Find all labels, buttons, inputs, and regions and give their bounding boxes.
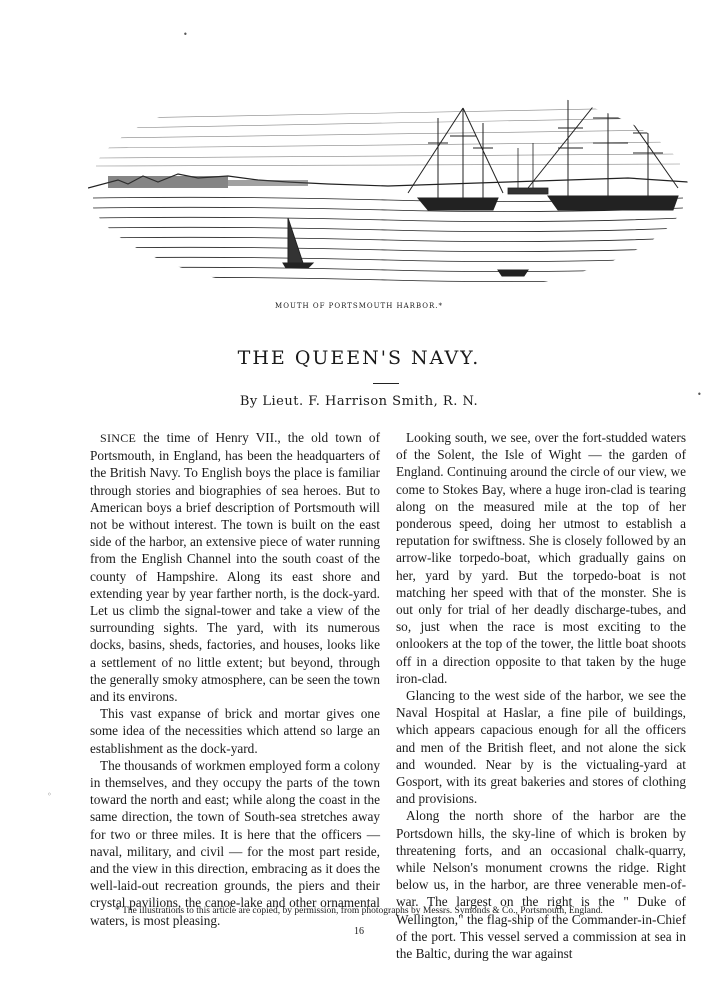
paragraph: This vast expanse of brick and mortar gives one some idea of the necessities which attend so large an establishment as the dock-yard. [90,706,380,756]
sailboat [283,218,313,268]
right-column [396,429,686,962]
harbor-illustration [88,48,688,298]
printer-mark: ◦ [47,790,52,799]
title-rule [373,383,399,384]
paragraph [90,429,380,705]
printer-mark: • [697,390,702,399]
paragraph-text: the time of Henry VII., the old town of Portsmouth, in England, has been the headquarters of the British Navy. To English boys the place is familiar through stories and biographies of sea heroes. But to American boys a brief description of Portsmouth will not be without interest. The town is built on the east side of the harbor, an extensive piece of water running from the English Channel into the south coast of the county of Hampshire. Along its east shore and extending year by year farther north, is the dock-yard. Let us climb the signal-tower and take a view of the surrounding sights. The yard, with its numerous docks, basins, sheds, factories, and houses, looks like a settlement of no little extent; but beyond, through the generally smoky atmosphere, can be seen the town and its environs. [90,430,380,705]
article-title: THE QUEEN'S NAVY. [237,347,481,369]
paragraph: The thousands of workmen employed form a colony in themselves, and they occupy the parts of the town toward the north and east; while along the coast in the same direction, the town of South-sea stretches away for two or three miles. It is here that the officers — naval, military, and civil — for the most part reside, and the view in this direction, embracing as it does the well-laid-out recreation grounds, the piers and their crystal pavilions, the canoe-lake and other ornamental waters, is most pleasing. [90,757,380,928]
sky-hatching [96,108,680,166]
footnote: * The illustrations to this article are copied, by permission, from photographs by Messrs. Symonds & Co., Portsmouth, England. [115,906,603,916]
ship-duke-of-wellington [528,88,678,210]
printer-mark: • [183,30,188,39]
page-number: 16 [354,926,364,937]
left-column [90,429,380,929]
paragraph: Along the north shore of the harbor are the Portsdown hills, the sky-line of which is broken by threatening forts, and an occasional chalk-quarry, while Nelson's monument crowns the ridge. Right below us, in the harbor, are three venerable men-of-war. The largest on the right is the " Duke of Wellington," the flag-ship of the Commander-in-Chief of the port. This vessel served a commission at sea in the Baltic, during the war against [396,808,686,962]
byline [0,394,718,409]
byline-name: Lieut. F. Harrison Smith, R. N. [262,394,479,409]
paragraph: Looking south, we see, over the fort-studded waters of the Solent, the Isle of Wight — the garden of England. Continuing around the circle of our view, we come to Stokes Bay, where a huge iron-clad is tearing along on the measured mile at the top of her ponderous speed, doing her utmost to establish a reputation for swiftness. She is closely followed by an arrow-like torpedo-boat, which gradually gains on her, yard by yard. But the torpedo-boat is not matching her speed with that of the monster. She is out only for trial of her deadly discharge-tubes, and so, just when the race is most exciting to the onlookers at the top of the tower, the little boat shoots off in a direction opposite to that taken by the huge iron-clad. [396,430,686,686]
illustration-caption: MOUTH OF PORTSMOUTH HARBOR.* [275,302,443,310]
byline-prefix: By [239,394,258,409]
paragraph: Glancing to the west side of the harbor, we see the Naval Hospital at Haslar, a fine pile of buildings, which appears capacious enough for all the officers and men of the British fleet, and not alone the sick and wounded. Near by is the victualing-yard at Gosport, with its great bakeries and stores of clothing and provisions. [396,688,686,807]
rowboat [498,270,528,276]
ship-middle [408,108,503,210]
ship-distant [508,143,548,194]
opening-word: SINCE [100,431,137,445]
